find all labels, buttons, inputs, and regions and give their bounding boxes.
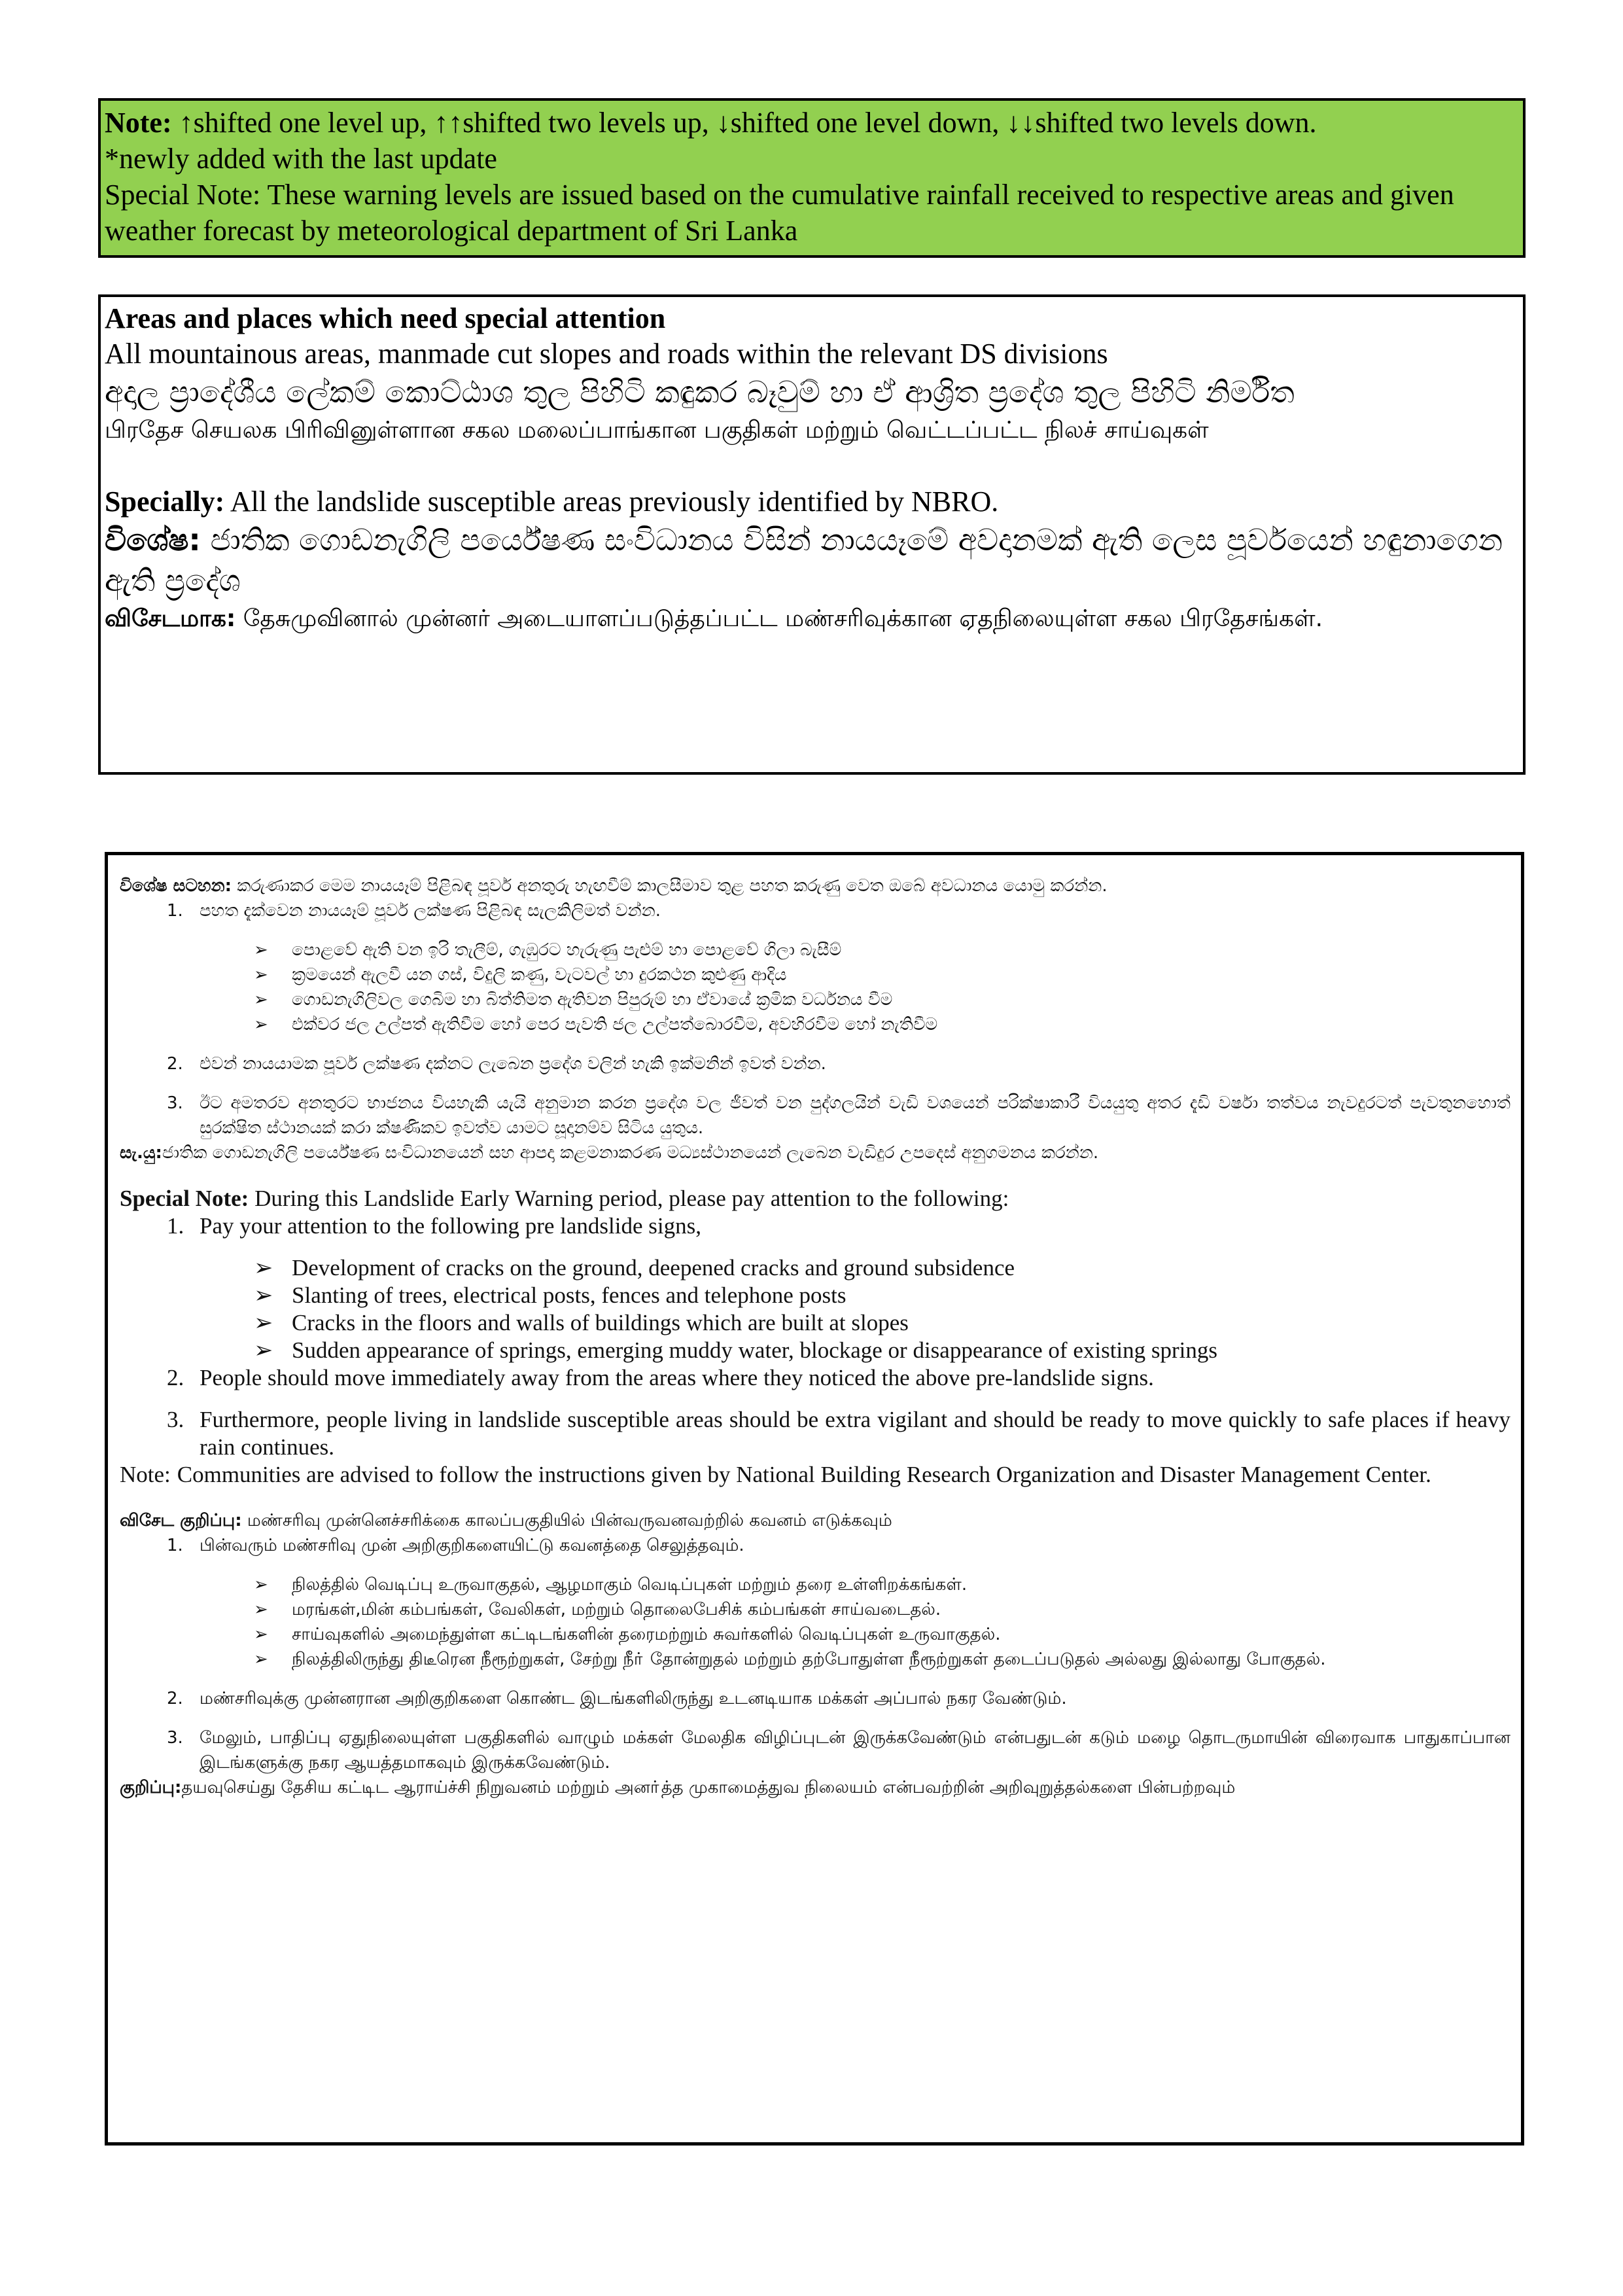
english-bullet <box>120 1309 1510 1337</box>
english-bullet <box>120 1282 1510 1309</box>
english-note <box>120 1461 1510 1489</box>
attention-tamil: பிரதேச செயலக பிரிவினுள்ளான சகல மலைப்பாங்கான பகுதிகள் மற்றும் வெட்டப்பட்ட நிலச் சாய்வுகள் <box>105 417 1209 444</box>
special-attention-box <box>98 294 1526 775</box>
english-item-1 <box>120 1212 1510 1240</box>
bullet-text: சாய்வுகளில் அமைந்துள்ள கட்டிடங்களின் தரைமற்றும் சுவர்களில் வெடிப்புகள் உருவாகுதல். <box>292 1625 1001 1644</box>
specially-text: All the landslide susceptible areas previously identified by NBRO. <box>224 486 999 518</box>
item-number: 2. <box>167 1054 183 1074</box>
sinhala-note-label: සැ.යු: <box>120 1143 162 1163</box>
sinhala-section <box>120 874 1510 1165</box>
item-number: 2. <box>167 1365 184 1390</box>
english-note-text: Communities are advised to follow the instructions given by National Building Research Organization and Disaster Management Center. <box>177 1462 1431 1487</box>
special-note: Special Note: These warning levels are issued based on the cumulative rainfall received to respective areas and given weather forecast by meteorological department of Sri Lanka <box>105 179 1454 247</box>
instructions-scan-box <box>105 852 1524 2146</box>
legend-note-box <box>98 98 1526 258</box>
sinhala-note-text: ජාතික ගොඩනැගිලි පර්යේෂණ සංවිධානයෙන් සහ ආපදා කළමනාකරණ මධ්‍යස්ථානයෙන් ලැබෙන වැඩිදුර උපදෙස් අනුගමනය කරන්න. <box>162 1143 1099 1163</box>
english-note-label: Note: <box>120 1462 171 1487</box>
attention-english: All mountainous areas, manmade cut slopes and roads within the relevant DS divisions <box>105 338 1108 370</box>
visesha-label: විශේෂ: <box>105 522 201 557</box>
sinhala-bullet <box>120 963 1510 987</box>
arrow-bullet-icon: ➢ <box>254 1337 273 1363</box>
tamil-note-label: குறிப்பு: <box>120 1778 182 1797</box>
arrow-bullet-icon: ➢ <box>254 940 268 960</box>
note-label: Note: <box>105 107 172 139</box>
arrow-bullet-icon: ➢ <box>254 1255 273 1280</box>
sinhala-bullet <box>120 987 1510 1012</box>
tamil-bullet <box>120 1572 1510 1597</box>
sinhala-bullet <box>120 1012 1510 1037</box>
english-bullet <box>120 1254 1510 1282</box>
item-text: එවන් නායයාමක පූර්ව ලක්ෂණ දක්නට ලැබෙන ප්‍රදේශ වලින් හැකි ඉක්මනින් ඉවත් වන්න. <box>200 1054 826 1074</box>
sinhala-note <box>120 1140 1510 1165</box>
bullet-text: மரங்கள்,மின் கம்பங்கள், வேலிகள், மற்றும் தொலைபேசிக் கம்பங்கள் சாய்வடைதல். <box>292 1600 941 1619</box>
specially-english <box>105 484 1519 520</box>
tamil-note-text: தயவுசெய்து தேசிய கட்டிட ஆராய்ச்சி நிறுவனம் மற்றும் அனா்த்த முகாமைத்துவ நிலையம் என்பவற்றின் அறிவுறுத்தல்களை பின்பற்றவும் <box>181 1778 1236 1797</box>
tamil-title-label: விசேட குறிப்பு: <box>120 1511 242 1530</box>
arrow-bullet-icon: ➢ <box>254 965 268 985</box>
tamil-bullet <box>120 1597 1510 1622</box>
arrow-bullet-icon: ➢ <box>254 1625 268 1644</box>
item-number: 1. <box>167 1536 183 1555</box>
bullet-text: Cracks in the floors and walls of buildings which are built at slopes <box>292 1310 909 1335</box>
specially-sinhala <box>105 520 1519 601</box>
bullet-text: ගොඩනැගිලිවල ගෙබිම හා බිත්තිමත ඇතිවන පිපුරුම් හා ඒවායේ ක්‍රමික වර්ධනය වීම <box>292 990 893 1010</box>
english-title <box>120 1185 1510 1212</box>
visesha-text: ජාතික ගොඩනැගිලි පර්යේෂණ සංවිධානය විසින් නායයෑමේ අවදානමක් ඇති ලෙස පූර්වයෙන් හඳුනාගෙන ඇති ප්‍රදේශ <box>105 522 1503 598</box>
specially-label: Specially: <box>105 486 225 518</box>
note-text: ↑shifted one level up, ↑↑shifted two levels up, ↓shifted one level down, ↓↓shifted two levels down. <box>171 107 1317 139</box>
english-item-2 <box>120 1364 1510 1392</box>
tamil-bullet <box>120 1622 1510 1647</box>
arrow-bullet-icon: ➢ <box>254 990 268 1010</box>
english-item-3 <box>120 1406 1510 1461</box>
english-bullet <box>120 1337 1510 1364</box>
item-number: 3. <box>167 1407 184 1432</box>
sinhala-title-text: කරුණාකර මෙම නායයෑම් පිළිබඳ පූර්ව අනතුරු හැඟවීම් කාලසීමාව තුළ පහත කරුණු වෙත ඔබේ අවධානය යොමු කරන්න. <box>232 876 1108 896</box>
bullet-text: පොළවේ ඇති වන ඉරි තැලීම්, ගැඹුරට හැරුණු පැළුම් හා පොළවේ ගිලා බැසීම් <box>292 940 842 960</box>
item-text: Pay your attention to the following pre landslide signs, <box>200 1213 701 1239</box>
english-title-text: During this Landslide Early Warning period, please pay attention to the following: <box>249 1186 1009 1211</box>
item-number: 1. <box>167 901 183 921</box>
bullet-text: நிலத்தில் வெடிப்பு உருவாகுதல், ஆழமாகும் வெடிப்புகள் மற்றும் தரை உள்ளிறக்கங்கள். <box>292 1575 968 1595</box>
attention-heading: Areas and places which need special attention <box>105 302 666 334</box>
tamil-title-text: மண்சரிவு முன்னெச்சரிக்கை காலப்பகுதியில் பின்வருவனவற்றில் கவனம் எடுக்கவும் <box>241 1511 892 1530</box>
sinhala-bullet <box>120 938 1510 963</box>
item-text: ඊට අමතරව අනතුරට භාජනය වියහැකි යැයි අනුමාන කරන ප්‍රදේශ වල ජීවත් වන පුද්ගලයින් වැඩි වශයෙන් පරික්ෂාකාරී වියයුතු අතර දැඩි වර්ෂා තත්වය නැවදුරටත් පැවතුනහොත් සුරක්ෂිත ස්ථානයක් කරා ක්ෂණිකව ඉවත්ව යාමට සූදානම්ව සිටිය යුතුය. <box>200 1093 1510 1138</box>
sinhala-title <box>120 874 1510 898</box>
item-number: 2. <box>167 1689 183 1708</box>
bullet-text: Slanting of trees, electrical posts, fences and telephone posts <box>292 1282 846 1308</box>
tamil-title <box>120 1508 1510 1533</box>
english-section <box>120 1185 1510 1489</box>
arrow-bullet-icon: ➢ <box>254 1650 268 1669</box>
item-text: மண்சரிவுக்கு முன்னரான அறிகுறிகளை கொண்ட இடங்களிலிருந்து உடனடியாக மக்கள் அப்பால் நகர வேண்டும். <box>200 1689 1067 1708</box>
newly-added-note: *newly added with the last update <box>105 143 497 175</box>
item-text: பின்வரும் மண்சரிவு முன் அறிகுறிகளையிட்டு கவனத்தை செலுத்தவும். <box>200 1536 744 1555</box>
item-text: පහත දැක්වෙන නායයෑම් පූර්ව ලක්ෂණ පිළිබඳ සැලකිලිමත් වන්න. <box>200 901 661 921</box>
arrow-bullet-icon: ➢ <box>254 1015 268 1034</box>
sinhala-item-3 <box>120 1091 1510 1140</box>
tamil-bullet <box>120 1647 1510 1672</box>
arrow-bullet-icon: ➢ <box>254 1282 273 1308</box>
item-text: People should move immediately away from the areas where they noticed the above pre-landslide signs. <box>200 1365 1154 1390</box>
item-number: 3. <box>167 1728 183 1748</box>
arrow-bullet-icon: ➢ <box>254 1575 268 1595</box>
tamil-section <box>120 1508 1510 1800</box>
attention-sinhala: අදාල ප්‍රාදේශීය ලේකම් කොට්ඨාශ තුල පිහිටි කඳුකර බෑවුම් හා ඒ ආශ්‍රිත ප්‍රදේශ තුල පිහිටි නිර්මිත <box>105 374 1295 410</box>
item-number: 3. <box>167 1093 183 1113</box>
bullet-text: Sudden appearance of springs, emerging muddy water, blockage or disappearance of existing springs <box>292 1337 1218 1363</box>
english-title-label: Special Note: <box>120 1186 249 1211</box>
tamil-item-2 <box>120 1686 1510 1711</box>
item-number: 1. <box>167 1213 184 1239</box>
tamil-special-text: தேசுமுவினால் முன்னர் அடையாளப்படுத்தப்பட்ட மண்சரிவுக்கான ஏதநிலையுள்ள சகல பிரதேசங்கள். <box>236 605 1323 632</box>
arrow-bullet-icon: ➢ <box>254 1310 273 1335</box>
sinhala-item-2 <box>120 1051 1510 1076</box>
specially-tamil <box>105 601 1519 637</box>
tamil-note <box>120 1775 1510 1800</box>
tamil-item-1 <box>120 1533 1510 1558</box>
tamil-special-label: விசேடமாக: <box>105 605 236 632</box>
tamil-item-3 <box>120 1725 1510 1775</box>
item-text: மேலும், பாதிப்பு ஏதுநிலையுள்ள பகுதிகளில் வாழும் மக்கள் மேலதிக விழிப்புடன் இருக்கவேண்டும் என்பதுடன் கடும் மழை தொடருமாயின் விரைவாக பாதுகாப்பான இடங்களுக்கு நகர ஆயத்தமாகவும் இருக்கவேண்டும். <box>200 1728 1510 1773</box>
item-text: Furthermore, people living in landslide susceptible areas should be extra vigilant and should be ready to move quickly to safe places if heavy rain continues. <box>200 1407 1510 1460</box>
sinhala-title-label: විශේෂ සටහන: <box>120 876 232 896</box>
bullet-text: එක්වර ජල උල්පත් ඇතිවීම හෝ පෙර පැවති ජල උල්පත්බොරවීම, අවහිරවීම හෝ නැතිවීම <box>292 1015 938 1034</box>
bullet-text: Development of cracks on the ground, deepened cracks and ground subsidence <box>292 1255 1015 1280</box>
bullet-text: ක්‍රමයෙන් ඇලවී යන ගස්, විදුලි කණු, වැටවල් හා දුරකථන කුළුණු ආදිය <box>292 965 787 985</box>
shift-legend <box>105 105 1519 141</box>
arrow-bullet-icon: ➢ <box>254 1600 268 1619</box>
bullet-text: நிலத்திலிருந்து திடீரென நீரூற்றுகள், சேற்று நீா் தோன்றுதல் மற்றும் தற்போதுள்ள நீரூற்றுகள் தடைப்படுதல் அல்லது இல்லாது போகுதல். <box>292 1650 1326 1669</box>
sinhala-item-1 <box>120 898 1510 923</box>
